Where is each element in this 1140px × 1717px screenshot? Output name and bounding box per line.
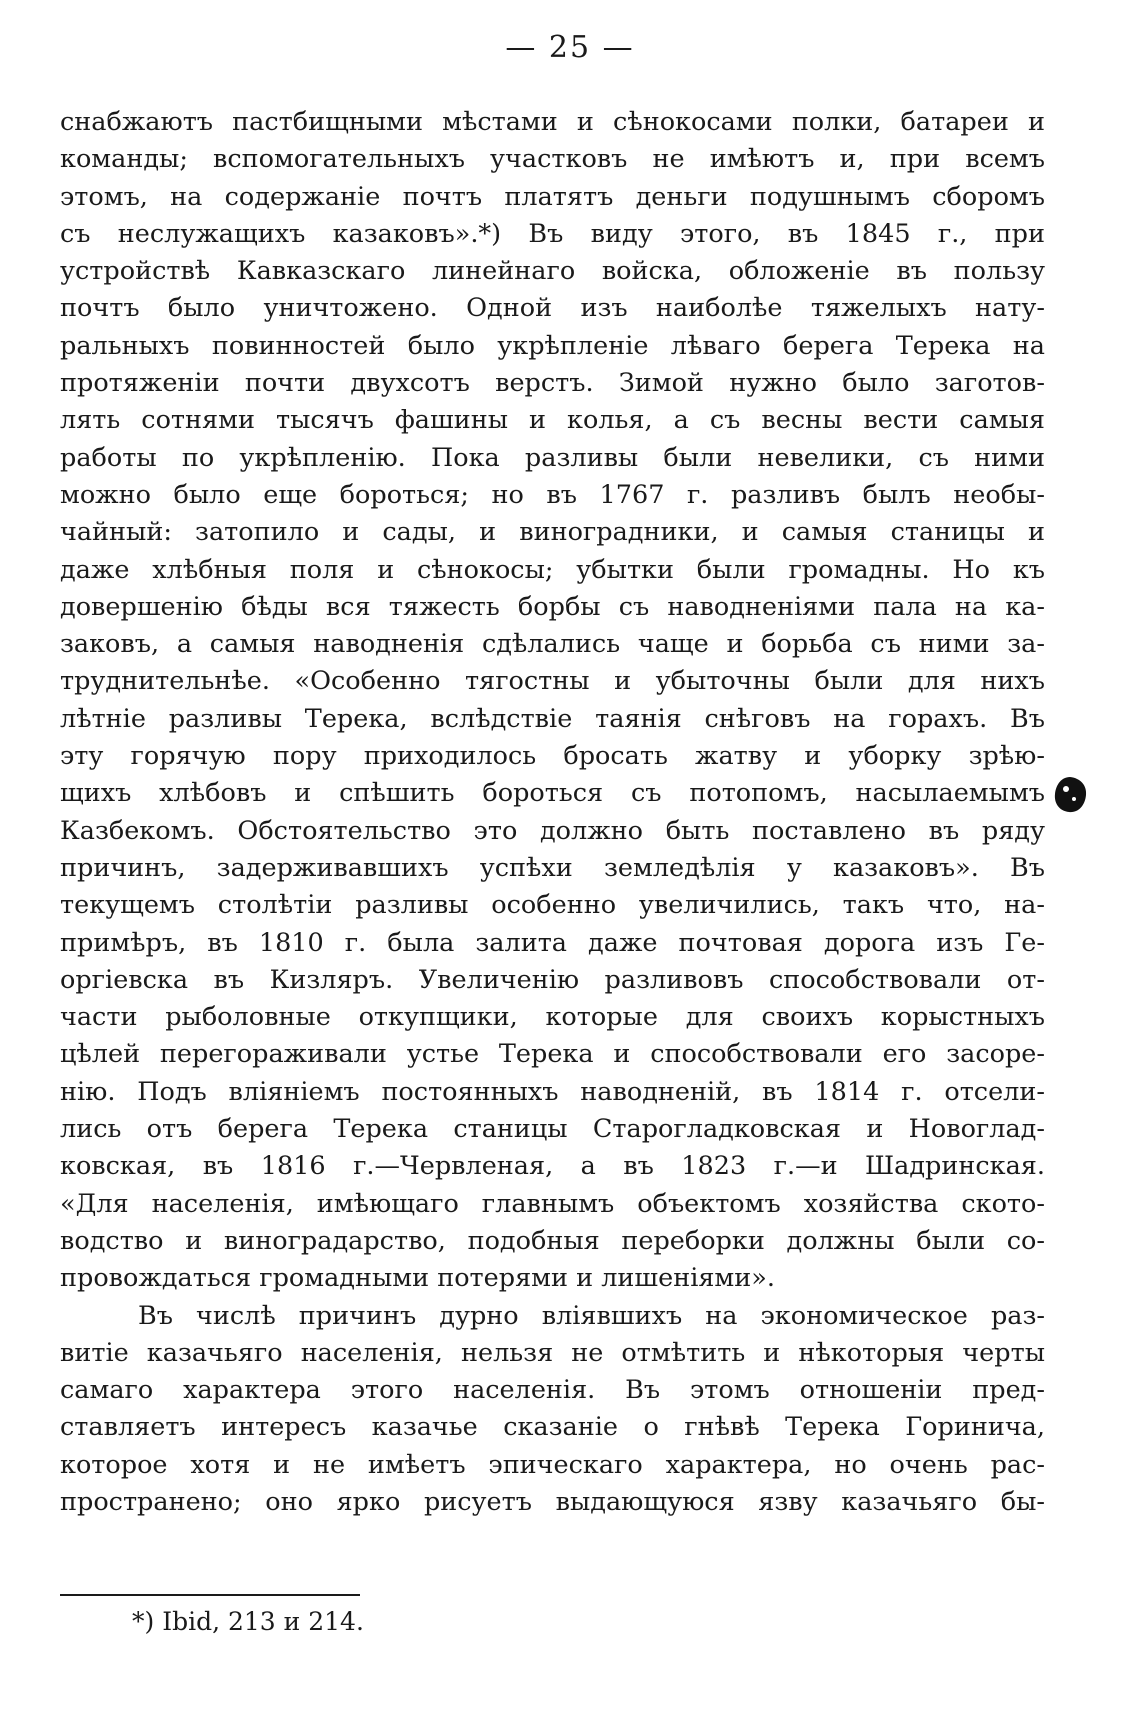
- text-line: лять сотнями тысячъ фашины и колья, а съ весны вести самыя: [60, 405, 1045, 436]
- text-line: протяженіи почти двухсотъ верстъ. Зимой нужно было заготов-: [60, 368, 1045, 399]
- text-line: Казбекомъ. Обстоятельство это должно быть поставлено въ ряду: [60, 815, 1045, 846]
- text-line: части рыболовные откупщики, которые для своихъ корыстныхъ: [60, 1002, 1045, 1033]
- text-line: труднительнѣе. «Особенно тягостны и убыточны были для нихъ: [60, 666, 1045, 697]
- text-line: текущемъ столѣтіи разливы особенно увеличились, такъ что, на-: [60, 890, 1045, 921]
- text-line: команды; вспомогательныхъ участковъ не имѣютъ и, при всемъ: [60, 144, 1045, 175]
- text-line: чайный: затопило и сады, и виноградники, и самыя станицы и: [60, 517, 1045, 548]
- text-line: примѣръ, въ 1810 г. была залита даже почтовая дорога изъ Ге-: [60, 927, 1045, 958]
- text-line: этомъ, на содержаніе почтъ платятъ деньги подушнымъ сборомъ: [60, 181, 1045, 212]
- text-line: причинъ, задерживавшихъ успѣхи земледѣлія у казаковъ». Въ: [60, 852, 1045, 883]
- text-line: ставляетъ интересъ казачье сказаніе о гнѣвѣ Терека Горинича,: [60, 1412, 1045, 1443]
- text-line: ральныхъ повинностей было укрѣпленіе лѣваго берега Терека на: [60, 330, 1045, 361]
- paragraph-first-line: Въ числѣ причинъ дурно вліявшихъ на экономическое раз-: [138, 1300, 1045, 1331]
- text-line: довершенію бѣды вся тяжесть борбы съ наводненіями пала на ка-: [60, 591, 1045, 622]
- text-line: даже хлѣбныя поля и сѣнокосы; убытки были громадны. Но къ: [60, 554, 1045, 585]
- text-line: эту горячую пору приходилось бросать жатву и уборку зрѣю-: [60, 741, 1045, 772]
- text-line: щихъ хлѣбовъ и спѣшить бороться съ потопомъ, насылаемымъ: [60, 778, 1045, 809]
- text-line: оргіевска въ Кизляръ. Увеличенію разливовъ способствовали от-: [60, 964, 1045, 995]
- text-line: нію. Подъ вліяніемъ постоянныхъ наводненій, въ 1814 г. отсели-: [60, 1076, 1045, 1107]
- text-line: «Для населенія, имѣющаго главнымъ объектомъ хозяйства ското-: [60, 1188, 1045, 1219]
- page-number: — 25 —: [505, 30, 635, 65]
- text-line: можно было еще бороться; но въ 1767 г. разливъ былъ необы-: [60, 479, 1045, 510]
- text-line: лѣтніе разливы Терека, вслѣдствіе таянія снѣговъ на горахъ. Въ: [60, 703, 1045, 734]
- text-line: ковская, въ 1816 г.—Червленая, а въ 1823 г.—и Шадринская.: [60, 1151, 1045, 1182]
- footnote-rule: [60, 1594, 360, 1596]
- text-line: пространено; оно ярко рисуетъ выдающуюся язву казачьяго бы-: [60, 1486, 1045, 1517]
- text-line: провождаться громадными потерями и лишеніями».: [60, 1263, 775, 1294]
- text-line: водство и виноградарство, подобныя переборки должны были со-: [60, 1225, 1045, 1256]
- text-line: витіе казачьяго населенія, нельзя не отмѣтить и нѣкоторыя черты: [60, 1337, 1045, 1368]
- text-line: почтъ было уничтожено. Одной изъ наиболѣе тяжелыхъ нату-: [60, 293, 1045, 324]
- text-line: которое хотя и не имѣетъ эпическаго характера, но очень рас-: [60, 1449, 1045, 1480]
- text-line: лись отъ берега Терека станицы Старогладковская и Новоглад-: [60, 1114, 1045, 1145]
- text-line: съ неслужащихъ казаковъ».*) Въ виду этого, въ 1845 г., при: [60, 218, 1045, 249]
- body-text: [60, 104, 1045, 1521]
- ink-blot-icon: [1052, 775, 1088, 815]
- text-line: цѣлей перегораживали устье Терека и способствовали его засоре-: [60, 1039, 1045, 1070]
- text-line: самаго характера этого населенія. Въ этомъ отношеніи пред-: [60, 1375, 1045, 1406]
- text-line: работы по укрѣпленію. Пока разливы были невелики, съ ними: [60, 442, 1045, 473]
- footnote: *) Ibid, 213 и 214.: [132, 1607, 364, 1636]
- text-line: устройствѣ Кавказскаго линейнаго войска, обложеніе въ пользу: [60, 256, 1045, 287]
- text-line: заковъ, а самыя наводненія сдѣлались чаще и борьба съ ними за-: [60, 629, 1045, 660]
- text-line: снабжаютъ пастбищными мѣстами и сѣнокосами полки, батареи и: [60, 107, 1045, 137]
